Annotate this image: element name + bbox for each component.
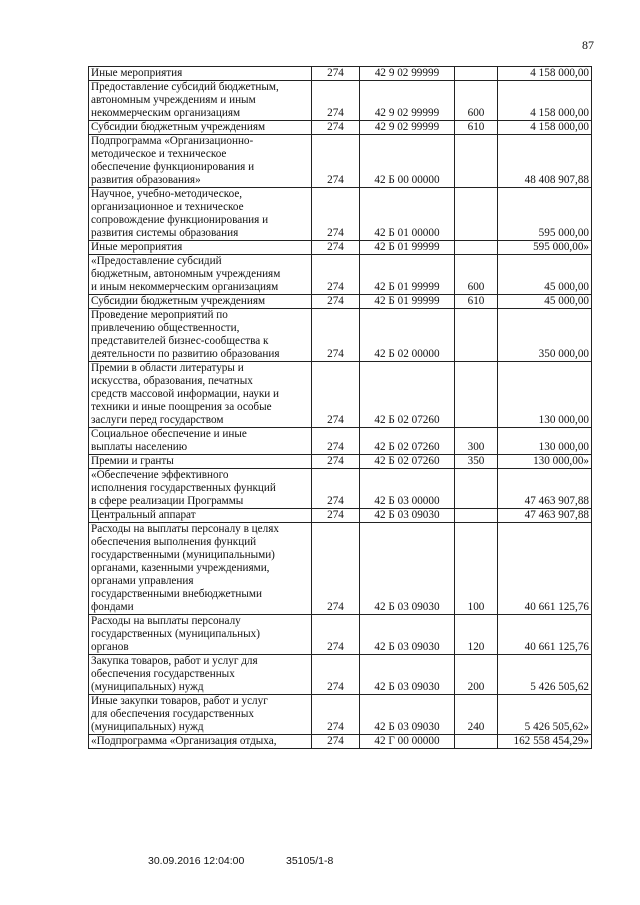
cell-name: Научное, учебно-методическое, организационное и техническое сопровождение функционирования и развития системы образования xyxy=(89,188,312,241)
table-row xyxy=(89,615,592,655)
cell-name: «Предоставление субсидий бюджетным, автономным учреждениям и иным некоммерческим организациям xyxy=(89,255,312,295)
cell-csr: 42 Б 02 00000 xyxy=(360,309,455,362)
cell-sum: 4 158 000,00 xyxy=(498,81,592,121)
cell-vr: 600 xyxy=(455,81,498,121)
cell-gr: 274 xyxy=(312,362,360,428)
cell-gr: 274 xyxy=(312,295,360,309)
cell-vr xyxy=(455,241,498,255)
cell-csr: 42 Б 03 09030 xyxy=(360,523,455,615)
cell-csr: 42 9 02 99999 xyxy=(360,121,455,135)
cell-vr: 610 xyxy=(455,295,498,309)
table-row xyxy=(89,523,592,615)
table-row xyxy=(89,121,592,135)
cell-name: Проведение мероприятий по привлечению общественности, представителей бизнес-сообщества к деятельности по развитию образования xyxy=(89,309,312,362)
cell-sum: 5 426 505,62» xyxy=(498,695,592,735)
cell-csr: 42 Б 02 07260 xyxy=(360,428,455,455)
cell-csr: 42 Б 02 07260 xyxy=(360,455,455,469)
cell-gr: 274 xyxy=(312,655,360,695)
cell-csr: 42 9 02 99999 xyxy=(360,67,455,81)
table-row xyxy=(89,469,592,509)
cell-vr xyxy=(455,188,498,241)
cell-sum: 45 000,00 xyxy=(498,255,592,295)
table-row xyxy=(89,695,592,735)
cell-csr: 42 Б 01 99999 xyxy=(360,241,455,255)
cell-sum: 4 158 000,00 xyxy=(498,121,592,135)
cell-csr: 42 Б 03 09030 xyxy=(360,695,455,735)
table-row xyxy=(89,81,592,121)
cell-gr: 274 xyxy=(312,735,360,749)
cell-gr: 274 xyxy=(312,428,360,455)
cell-name: «Подпрограмма «Организация отдыха, xyxy=(89,735,312,749)
cell-gr: 274 xyxy=(312,615,360,655)
cell-name: Предоставление субсидий бюджетным, автономным учреждениям и иным некоммерческим организациям xyxy=(89,81,312,121)
cell-sum: 45 000,00 xyxy=(498,295,592,309)
cell-gr: 274 xyxy=(312,255,360,295)
cell-gr: 274 xyxy=(312,81,360,121)
cell-csr: 42 9 02 99999 xyxy=(360,81,455,121)
cell-csr: 42 Б 01 00000 xyxy=(360,188,455,241)
cell-sum: 162 558 454,29» xyxy=(498,735,592,749)
cell-csr: 42 Б 01 99999 xyxy=(360,255,455,295)
cell-vr: 610 xyxy=(455,121,498,135)
cell-csr: 42 Б 03 09030 xyxy=(360,655,455,695)
cell-gr: 274 xyxy=(312,309,360,362)
cell-vr: 200 xyxy=(455,655,498,695)
table-row xyxy=(89,655,592,695)
table-row xyxy=(89,509,592,523)
cell-sum: 130 000,00 xyxy=(498,428,592,455)
footer-datetime: 30.09.2016 12:04:00 xyxy=(148,855,245,867)
cell-gr: 274 xyxy=(312,121,360,135)
cell-vr: 600 xyxy=(455,255,498,295)
cell-name: «Обеспечение эффективного исполнения государственных функций в сфере реализации Программы xyxy=(89,469,312,509)
cell-sum: 48 408 907,88 xyxy=(498,135,592,188)
cell-name: Иные мероприятия xyxy=(89,67,312,81)
cell-name: Субсидии бюджетным учреждениям xyxy=(89,295,312,309)
budget-table xyxy=(88,66,592,749)
cell-csr: 42 Б 02 07260 xyxy=(360,362,455,428)
cell-name: Закупка товаров, работ и услуг для обеспечения государственных (муниципальных) нужд xyxy=(89,655,312,695)
cell-vr xyxy=(455,735,498,749)
cell-vr: 300 xyxy=(455,428,498,455)
cell-name: Иные закупки товаров, работ и услуг для обеспечения государственных (муниципальных) нужд xyxy=(89,695,312,735)
cell-name: Социальное обеспечение и иные выплаты населению xyxy=(89,428,312,455)
cell-name: Расходы на выплаты персоналу государственных (муниципальных) органов xyxy=(89,615,312,655)
cell-vr xyxy=(455,309,498,362)
budget-table-body xyxy=(89,67,592,749)
cell-name: Премии в области литературы и искусства, образования, печатных средств массовой информации, науки и техники и иные поощрения за особые заслуги перед государством xyxy=(89,362,312,428)
table-row xyxy=(89,135,592,188)
table-row xyxy=(89,309,592,362)
cell-sum: 130 000,00» xyxy=(498,455,592,469)
page-number: 87 xyxy=(582,38,594,52)
cell-gr: 274 xyxy=(312,241,360,255)
cell-sum: 130 000,00 xyxy=(498,362,592,428)
cell-vr xyxy=(455,509,498,523)
cell-sum: 595 000,00 xyxy=(498,188,592,241)
cell-vr xyxy=(455,67,498,81)
table-row xyxy=(89,241,592,255)
cell-sum: 47 463 907,88 xyxy=(498,509,592,523)
cell-csr: 42 Б 03 00000 xyxy=(360,469,455,509)
cell-name: Подпрограмма «Организационно- методическое и техническое обеспечение функционирования и развития образования» xyxy=(89,135,312,188)
cell-csr: 42 Б 00 00000 xyxy=(360,135,455,188)
cell-gr: 274 xyxy=(312,469,360,509)
cell-vr: 240 xyxy=(455,695,498,735)
cell-csr: 42 Б 03 09030 xyxy=(360,615,455,655)
table-row xyxy=(89,428,592,455)
table-row xyxy=(89,67,592,81)
cell-vr xyxy=(455,469,498,509)
cell-sum: 350 000,00 xyxy=(498,309,592,362)
table-row xyxy=(89,295,592,309)
table-row xyxy=(89,735,592,749)
table-row xyxy=(89,455,592,469)
cell-name: Расходы на выплаты персоналу в целях обеспечения выполнения функций государственными (муниципальными) органами, казенными учреждениями, органами управления государственными внебюджетными фондами xyxy=(89,523,312,615)
table-row xyxy=(89,255,592,295)
cell-sum: 40 661 125,76 xyxy=(498,523,592,615)
cell-sum: 4 158 000,00 xyxy=(498,67,592,81)
cell-csr: 42 Б 03 09030 xyxy=(360,509,455,523)
cell-sum: 5 426 505,62 xyxy=(498,655,592,695)
cell-vr: 100 xyxy=(455,523,498,615)
cell-gr: 274 xyxy=(312,67,360,81)
cell-gr: 274 xyxy=(312,695,360,735)
cell-sum: 40 661 125,76 xyxy=(498,615,592,655)
footer-doc-number: 35105/1-8 xyxy=(286,855,334,867)
cell-sum: 47 463 907,88 xyxy=(498,469,592,509)
cell-name: Центральный аппарат xyxy=(89,509,312,523)
cell-name: Субсидии бюджетным учреждениям xyxy=(89,121,312,135)
cell-gr: 274 xyxy=(312,455,360,469)
cell-csr: 42 Б 01 99999 xyxy=(360,295,455,309)
cell-gr: 274 xyxy=(312,523,360,615)
cell-gr: 274 xyxy=(312,135,360,188)
cell-gr: 274 xyxy=(312,188,360,241)
cell-name: Иные мероприятия xyxy=(89,241,312,255)
cell-vr: 120 xyxy=(455,615,498,655)
cell-name: Премии и гранты xyxy=(89,455,312,469)
table-row xyxy=(89,188,592,241)
cell-vr xyxy=(455,362,498,428)
cell-vr xyxy=(455,135,498,188)
cell-vr: 350 xyxy=(455,455,498,469)
cell-sum: 595 000,00» xyxy=(498,241,592,255)
cell-gr: 274 xyxy=(312,509,360,523)
table-row xyxy=(89,362,592,428)
cell-csr: 42 Г 00 00000 xyxy=(360,735,455,749)
